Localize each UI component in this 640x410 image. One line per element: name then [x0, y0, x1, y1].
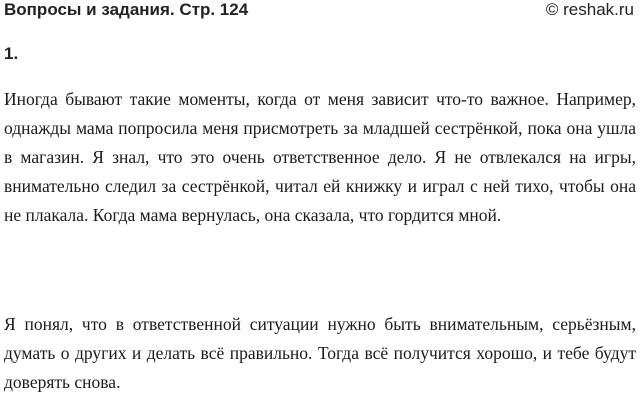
answer-paragraph-1: Иногда бывают такие моменты, когда от меня зависит что-то важное. Например, однажды мама попросила меня присмотреть за младшей сестрёнкой, пока она ушла в магазин. Я знал, что это очень ответственное дело. Я не отвлекался на игры, внимательно следил за сестрёнкой, читал ей книжку и играл с ней тихо, чтобы она не плакала. Когда мама вернулась, она сказала, что гордится мной.: [4, 89, 636, 225]
task-number: 1.: [4, 44, 19, 63]
section-title: Вопросы и задания. Стр. 124: [4, 0, 249, 19]
answer-paragraph-2: Я понял, что в ответственной ситуации нужно быть внимательным, серьёзным, думать о других и делать всё правильно. Тогда всё получится хорошо, и тебе будут доверять снова.: [4, 314, 636, 392]
site-watermark: © reshak.ru: [545, 0, 634, 19]
